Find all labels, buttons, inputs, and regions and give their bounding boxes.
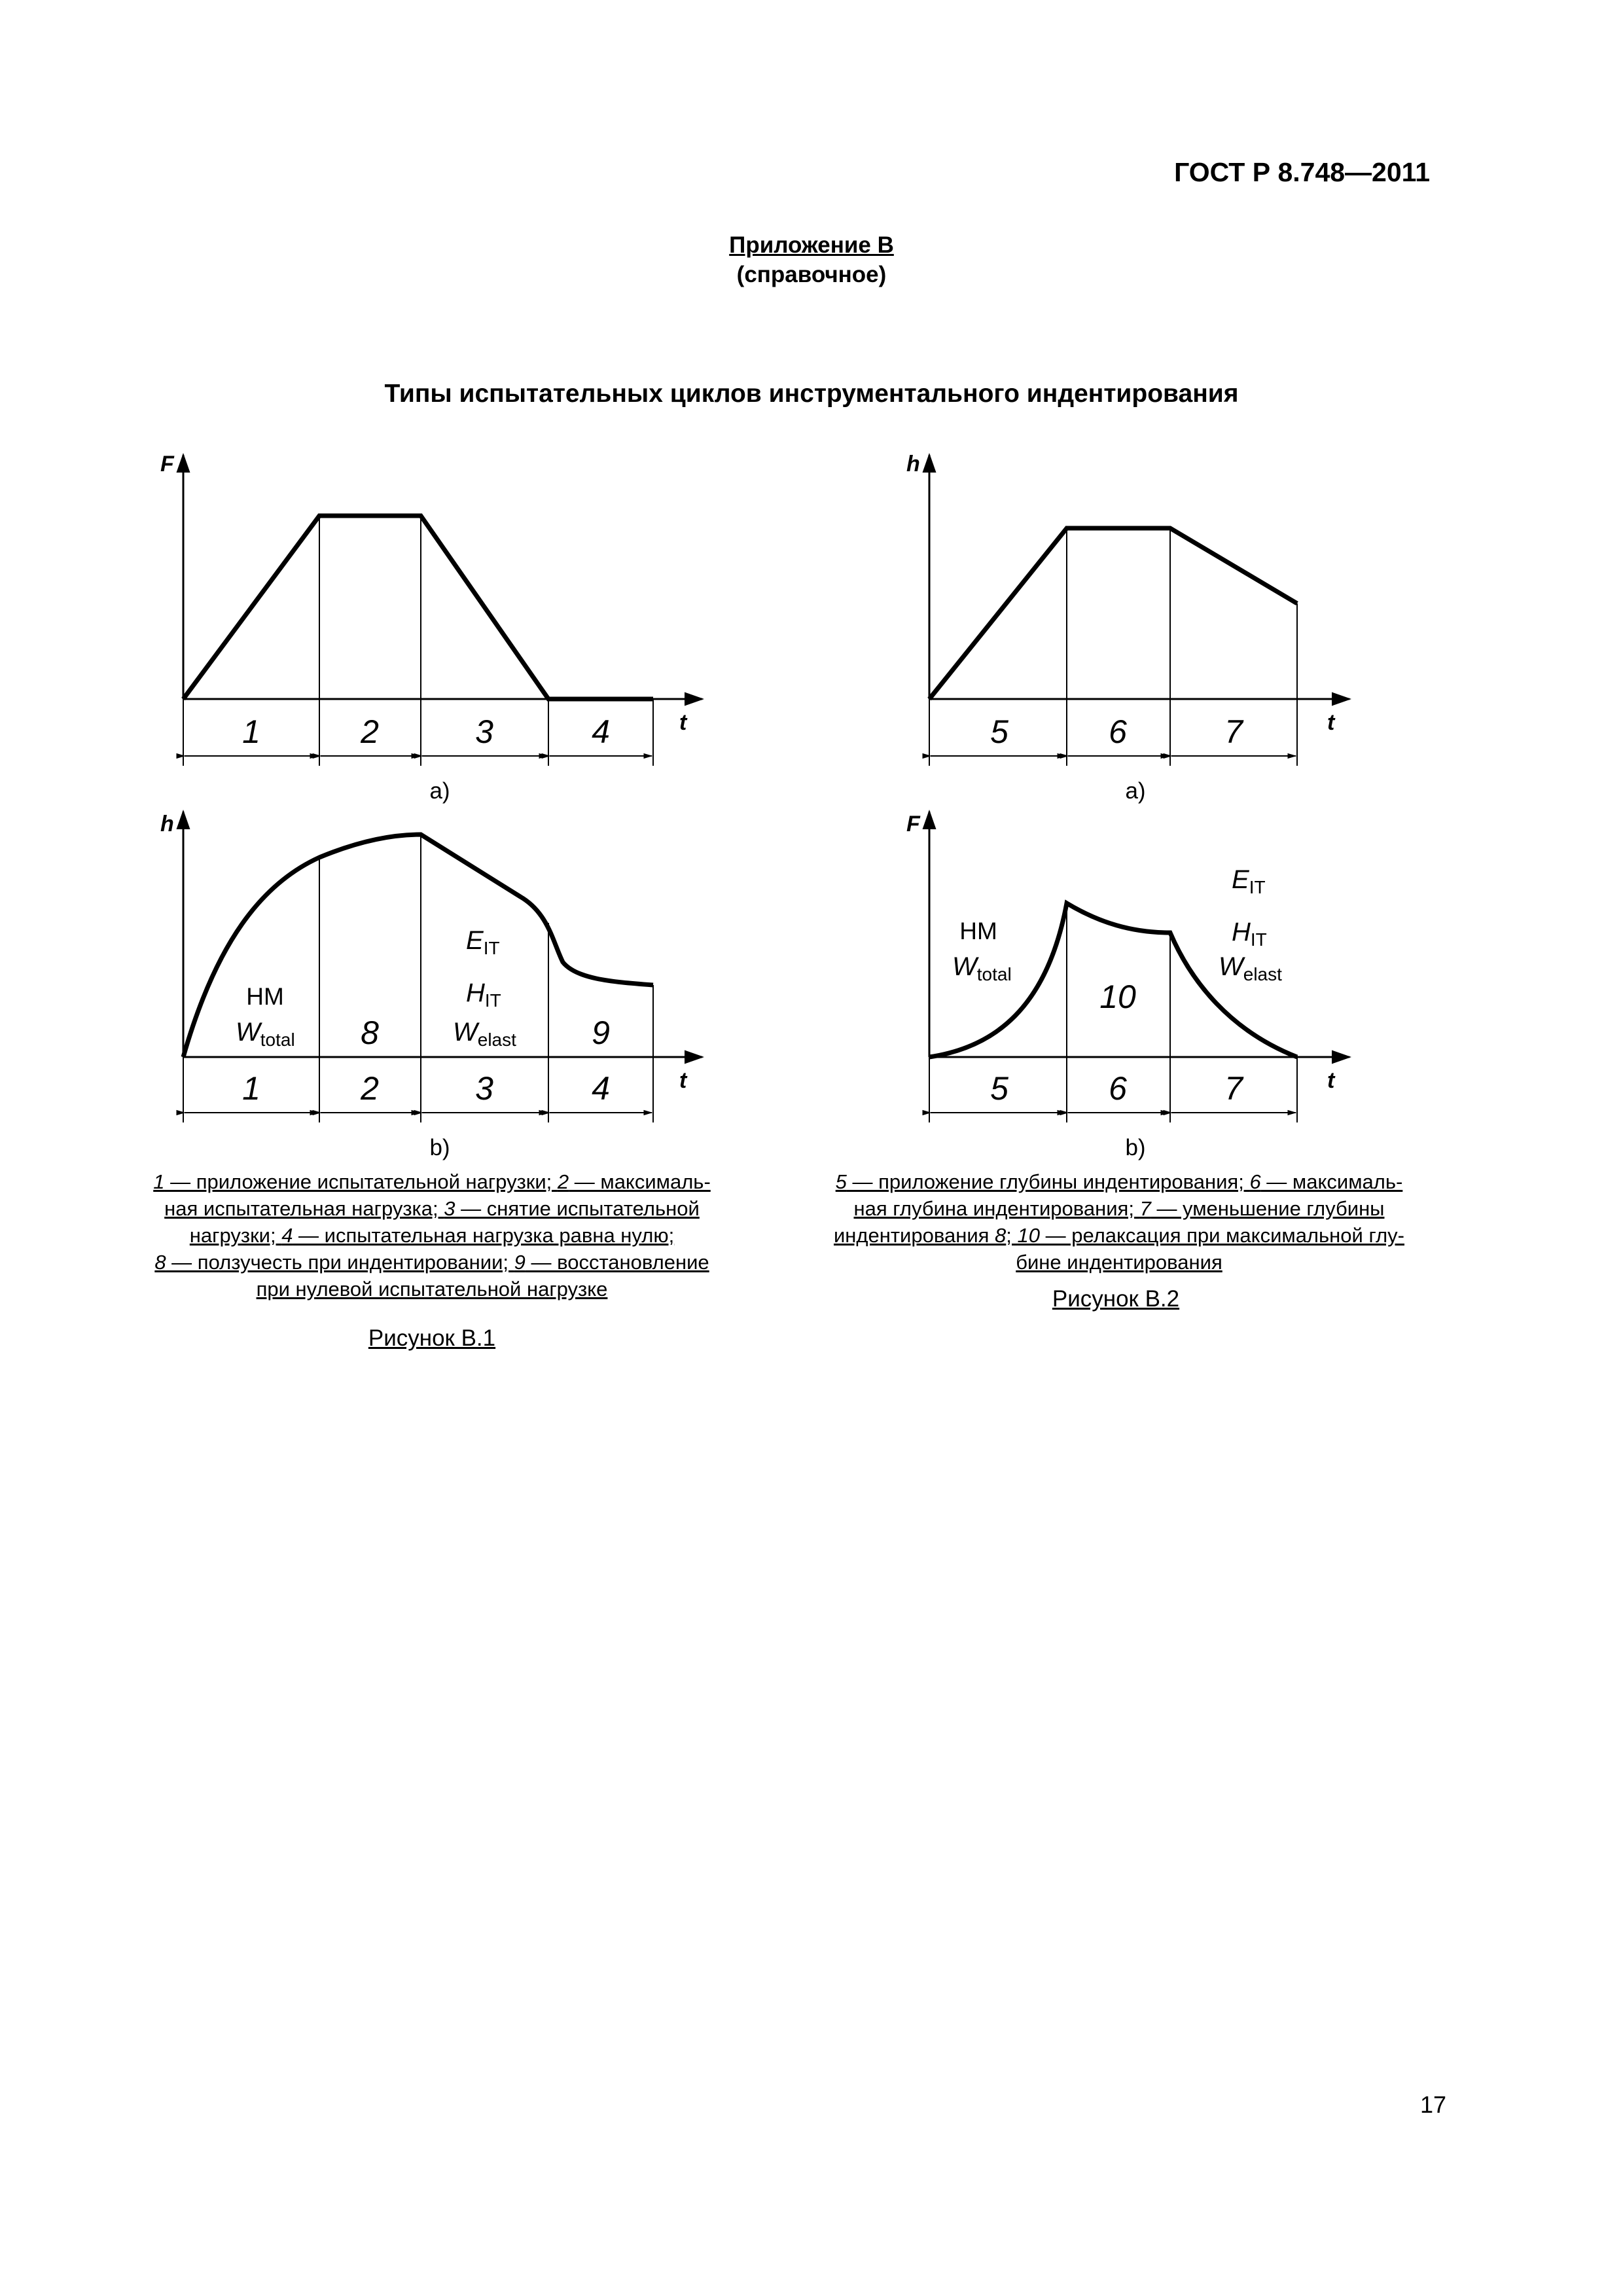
legend-line <box>792 1195 1446 1222</box>
legend-num: 1 <box>153 1170 165 1193</box>
figure1-caption: Рисунок В.1 <box>368 1325 496 1351</box>
legend-num: 5 <box>835 1170 847 1193</box>
fig2b-w-elast-main: W <box>1219 952 1243 981</box>
legend-text: — снятие испытательной <box>455 1197 700 1220</box>
page-number: 17 <box>1419 2091 1446 2118</box>
legend-text: — приложение испытательной нагрузки; <box>164 1170 558 1193</box>
fig2b-section-label: 6 <box>1109 1070 1127 1107</box>
legend-num: 3 <box>444 1197 455 1220</box>
fig1a-x-label: t <box>679 710 687 735</box>
fig1b-x-label: t <box>679 1068 687 1093</box>
fig1a-load-curve <box>183 516 653 699</box>
legend-num: 8 <box>154 1251 166 1274</box>
legend-text: — испытательная нагрузка равна нулю; <box>293 1224 675 1247</box>
figure1-legend <box>118 1168 746 1302</box>
fig1b-recovery-label: 9 <box>592 1014 610 1051</box>
fig1b-h-it-main: H <box>466 978 485 1007</box>
fig1a-chart <box>160 452 702 804</box>
fig2b-section-label: 7 <box>1224 1070 1243 1107</box>
fig2b-w-total-label <box>952 952 1012 984</box>
fig1b-section-label: 3 <box>475 1070 493 1107</box>
legend-line <box>118 1276 746 1302</box>
fig2a-section-label: 6 <box>1109 713 1127 750</box>
fig2b-x-label: t <box>1327 1068 1335 1093</box>
legend-line <box>792 1249 1446 1276</box>
fig2b-hm-label: HM <box>959 918 997 944</box>
legend-text: нагрузки; <box>189 1224 282 1247</box>
annex-title-text: Приложение В <box>729 232 894 258</box>
fig2a-caption: a) <box>1125 778 1146 804</box>
fig1a-section-label: 4 <box>592 713 610 750</box>
fig1b-w-total-label <box>236 1018 295 1050</box>
fig1a-y-label: F <box>160 452 174 476</box>
fig2b-w-elast-label <box>1219 952 1282 984</box>
fig1b-w-elast-main: W <box>453 1018 478 1047</box>
fig2b-h-it-label <box>1232 918 1267 950</box>
fig2b-w-total-main: W <box>952 952 977 981</box>
legend-text: — ползучесть при индентировании; <box>166 1251 514 1274</box>
legend-num: 2 <box>557 1170 569 1193</box>
fig1a-section-label: 1 <box>242 713 260 750</box>
legend-text: — релаксация при максимальной глу- <box>1040 1224 1405 1247</box>
fig1b-creep-label: 8 <box>361 1014 379 1051</box>
fig2a-depth-curve <box>929 528 1297 699</box>
fig2b-e-it-main: E <box>1232 865 1249 894</box>
fig1b-section-label: 4 <box>592 1070 610 1107</box>
legend-text: — уменьшение глубины <box>1150 1197 1385 1220</box>
fig1b-caption: b) <box>429 1135 450 1160</box>
legend-text: ная глубина индентирования; <box>853 1197 1140 1220</box>
legend-line <box>792 1168 1446 1195</box>
figure2-caption: Рисунок В.2 <box>1052 1286 1180 1312</box>
fig2a-section-label: 5 <box>990 713 1008 750</box>
main-title: Типы испытательных циклов инструментального индентирования <box>384 380 1239 408</box>
legend-line <box>118 1168 746 1195</box>
legend-text: при нулевой испытательной нагрузке <box>256 1278 608 1300</box>
fig1b-w-elast-label <box>453 1018 516 1050</box>
legend-num: 7 <box>1139 1197 1151 1220</box>
legend-num: 6 <box>1249 1170 1261 1193</box>
fig1b-e-it-label <box>466 926 500 958</box>
legend-text: ; <box>1006 1224 1018 1247</box>
fig2a-x-label: t <box>1327 710 1335 735</box>
legend-text: — максималь- <box>569 1170 711 1193</box>
legend-line <box>118 1222 746 1249</box>
standard-designation: ГОСТ Р 8.748—2011 <box>1174 157 1430 187</box>
legend-line <box>792 1222 1446 1249</box>
fig2b-e-it-sub: IT <box>1249 877 1266 897</box>
fig1a-section-label: 2 <box>361 713 379 750</box>
fig1a-section-label: 3 <box>475 713 493 750</box>
legend-text: — восстановление <box>525 1251 709 1274</box>
legend-line <box>118 1249 746 1276</box>
fig2b-h-it-main: H <box>1232 918 1251 946</box>
legend-text: — максималь- <box>1260 1170 1403 1193</box>
fig2b-chart <box>906 812 1349 1160</box>
fig2a-chart <box>906 452 1349 804</box>
fig1b-w-total-main: W <box>236 1018 260 1047</box>
fig2a-y-label: h <box>906 452 920 476</box>
legend-num: 4 <box>281 1224 293 1247</box>
annex-subtitle: (справочное) <box>736 262 887 287</box>
fig2b-w-elast-sub: elast <box>1243 964 1282 984</box>
fig2b-e-it-label <box>1232 865 1266 897</box>
fig2b-w-total-sub: total <box>976 964 1012 984</box>
fig1b-y-label: h <box>160 812 174 836</box>
fig2b-relax-label: 10 <box>1099 978 1136 1015</box>
fig2b-y-label: F <box>906 812 920 836</box>
fig1b-w-total-sub: total <box>260 1030 295 1050</box>
fig1b-section-label: 2 <box>361 1070 379 1107</box>
fig1b-chart <box>160 812 702 1160</box>
legend-text: ная испытательная нагрузка; <box>164 1197 444 1220</box>
legend-text: бине индентирования <box>1016 1251 1222 1274</box>
legend-line <box>118 1195 746 1222</box>
fig2b-caption: b) <box>1125 1135 1146 1160</box>
legend-num: 8 <box>995 1224 1007 1247</box>
fig1b-e-it-sub: IT <box>483 938 500 958</box>
legend-num: 9 <box>514 1251 526 1274</box>
fig1b-e-it-main: E <box>466 926 484 955</box>
fig1a-caption: a) <box>429 778 450 804</box>
fig1b-h-it-sub: IT <box>484 990 501 1011</box>
fig2a-section-label: 7 <box>1224 713 1243 750</box>
legend-text: индентирования <box>833 1224 995 1247</box>
fig2b-h-it-sub: IT <box>1250 929 1267 950</box>
figure2-legend <box>792 1168 1446 1276</box>
legend-num: 10 <box>1017 1224 1041 1247</box>
fig2b-section-label: 5 <box>990 1070 1008 1107</box>
fig1b-h-it-label <box>466 978 501 1011</box>
fig1b-hm-label: HM <box>246 983 284 1010</box>
fig1b-section-label: 1 <box>242 1070 260 1107</box>
fig1b-w-elast-sub: elast <box>477 1030 516 1050</box>
legend-text: — приложение глубины индентирования; <box>846 1170 1250 1193</box>
